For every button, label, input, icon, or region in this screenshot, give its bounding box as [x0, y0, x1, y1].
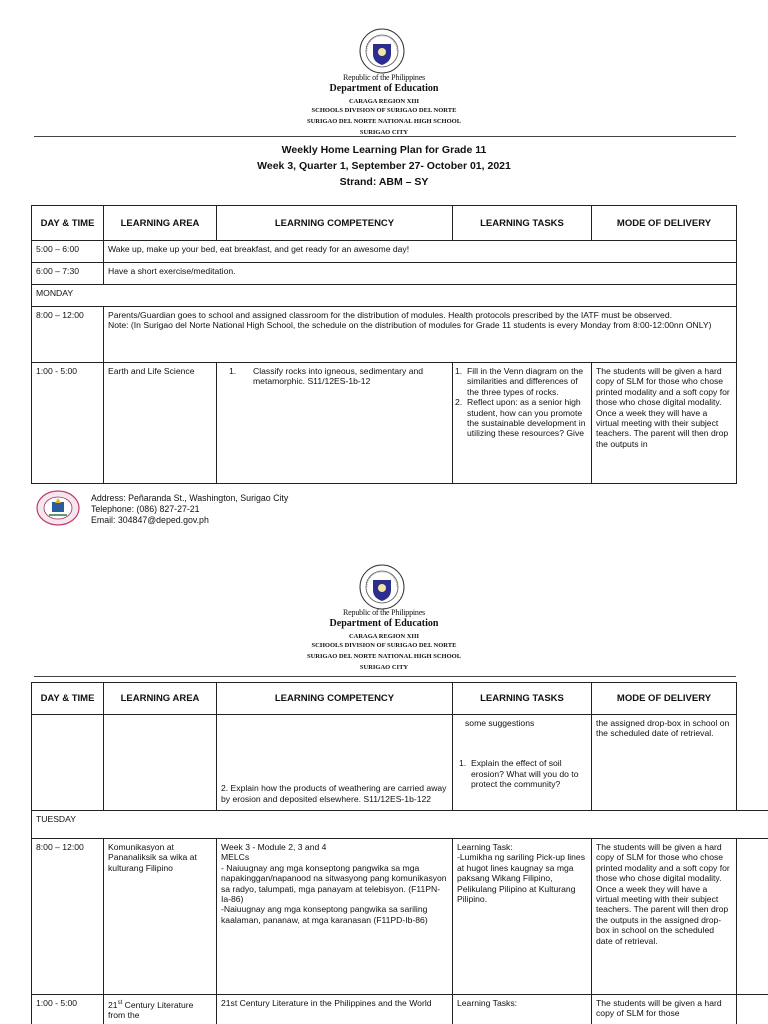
footer-contact: [91, 493, 288, 525]
time-cell: 1:00 - 5:00: [32, 995, 104, 1024]
plan-title: [0, 142, 768, 190]
tasks-cell: Learning Tasks:: [453, 995, 592, 1024]
mode-cell: The students will be given a hard copy of SLM for those who chose printed modality and a soft copy for those who chose digital modality. Once a week they will have a virtual meeting with their subject teachers. The parent will then drop the outputs in: [592, 363, 737, 484]
letterhead: [0, 73, 768, 136]
competency-cell: 2. Explain how the products of weathering are carried away by erosion and deposited elsewhere. S11/12ES-1b-122: [217, 715, 453, 811]
time-cell: 8:00 – 12:00: [32, 307, 104, 363]
title-line-2: Week 3, Quarter 1, September 27- October 01, 2021: [257, 160, 511, 172]
task-heading: Learning Task:: [457, 842, 513, 852]
region-label: CARAGA REGION XIII: [348, 98, 420, 105]
col-day-time: DAY & TIME: [32, 206, 104, 241]
mode-cell: The students will be given a hard copy of SLM for those: [592, 995, 737, 1024]
list-number: 1.: [455, 366, 463, 376]
time-cell: 8:00 – 12:00: [32, 839, 104, 995]
mode-cell: The students will be given a hard copy of SLM for those who chose printed modality and a soft copy for those who chose digital modality. Once a week they will have a virtual meeting with their subject teachers. The parent will then drop the outputs in the assigned drop-box in school on the scheduled date of retrieval.: [592, 839, 737, 995]
table-row: [32, 363, 737, 484]
deped-seal-icon: [359, 564, 405, 610]
learning-area-cell: Earth and Life Science: [104, 363, 217, 484]
melcs-label: MELCs: [221, 852, 250, 863]
page-footer: [34, 488, 434, 532]
col-mode-of-delivery: MODE OF DELIVERY: [592, 206, 737, 241]
letterhead: [0, 608, 768, 671]
school-label: SURIGAO DEL NORTE NATIONAL HIGH SCHOOL: [306, 653, 462, 660]
col-learning-competency: LEARNING COMPETENCY: [217, 683, 453, 715]
empty-cell: [737, 995, 768, 1024]
department-label: Department of Education: [329, 618, 439, 629]
footer-email: Email: 304847@deped.gov.ph: [91, 514, 209, 525]
day-label: TUESDAY: [32, 811, 768, 839]
learning-area-cell: [104, 995, 217, 1024]
task-continuation: some suggestions: [465, 718, 535, 728]
school-logo-icon: [36, 490, 80, 526]
region-label: CARAGA REGION XIII: [348, 633, 420, 640]
competency-cell: [217, 839, 453, 995]
area-superscript: st: [117, 1000, 123, 1006]
list-item: [455, 366, 587, 397]
competency-bullet: - Naiuugnay ang mga konseptong pangwika sa mga napakinggan/napanood na sitwasyong pang komunikasyon sa radyo, talumpati, mga panayam at telebisyon. (F11PN-Ia-86): [221, 862, 447, 905]
department-label: Department of Education: [329, 83, 439, 94]
competency-cell: [217, 363, 453, 484]
col-learning-tasks: LEARNING TASKS: [453, 206, 592, 241]
deped-seal-icon: [359, 28, 405, 74]
table-header-row: [32, 683, 768, 715]
task-text: Reflect upon: as a senior high student, how can you promote the sustainable development in utilizing these resources? Give: [467, 397, 586, 439]
table-header-row: [32, 206, 737, 241]
competency-text: Classify rocks into igneous, sedimentary and metamorphic. S11/12ES-1b-12: [253, 366, 424, 387]
list-item: [457, 758, 587, 789]
tasks-cell: [453, 363, 592, 484]
activity-cell: [104, 307, 737, 363]
title-line-1: Weekly Home Learning Plan for Grade 11: [281, 144, 487, 156]
area-text: Century Literature from the: [108, 999, 194, 1021]
table-row: [32, 263, 737, 285]
table-row: [32, 715, 768, 811]
col-learning-area: LEARNING AREA: [104, 206, 217, 241]
task-text: Fill in the Venn diagram on the similarities and differences of the three types of rocks.: [467, 366, 584, 397]
empty-cell: [737, 715, 768, 811]
day-label: MONDAY: [32, 285, 737, 307]
area-number: 21: [108, 999, 118, 1010]
division-label: SCHOOLS DIVISION OF SURIGAO DEL NORTE: [311, 642, 457, 649]
col-learning-competency: LEARNING COMPETENCY: [217, 206, 453, 241]
learning-area-cell: [104, 715, 217, 811]
activity-cell: Wake up, make up your bed, eat breakfast, and get ready for an awesome day!: [104, 241, 737, 263]
mode-cell: the assigned drop-box in school on the scheduled date of retrieval.: [592, 715, 737, 811]
list-item: [455, 397, 587, 439]
col-day-time: DAY & TIME: [32, 683, 104, 715]
city-label: SURIGAO CITY: [359, 664, 409, 671]
table-row: [32, 307, 737, 363]
time-cell: 5:00 – 6:00: [32, 241, 104, 263]
distribution-text: Parents/Guardian goes to school and assigned classroom for the distribution of modules. Health protocols prescribed by the IATF must be observed.: [108, 310, 672, 320]
tasks-cell: [453, 839, 592, 995]
table-row: [32, 241, 737, 263]
activity-cell: Have a short exercise/meditation.: [104, 263, 737, 285]
day-row-tuesday: [32, 811, 768, 839]
col-learning-area: LEARNING AREA: [104, 683, 217, 715]
competency-heading: Week 3 - Module 2, 3 and 4: [221, 842, 327, 852]
empty-cell: [737, 839, 768, 995]
learning-plan-table-page-2: [31, 682, 768, 1024]
learning-plan-table-page-1: [31, 205, 737, 484]
time-cell: 6:00 – 7:30: [32, 263, 104, 285]
list-number: 1.: [459, 758, 467, 769]
header-divider: [34, 676, 736, 677]
learning-area-cell: Komunikasyon at Pananaliksik sa wika at kulturang Filipino: [104, 839, 217, 995]
time-cell: [32, 715, 104, 811]
header-divider: [34, 136, 736, 137]
footer-telephone: Telephone: (086) 827-27-21: [91, 503, 200, 514]
task-text: Explain the effect of soil erosion? What will you do to protect the community?: [471, 758, 579, 790]
republic-label: Republic of the Philippines: [343, 608, 425, 617]
distribution-note: Note: (In Surigao del Norte National High School, the schedule on the distribution of modules for Grade 11 students is every Monday from 8:00-12:00nn ONLY): [108, 320, 712, 331]
division-label: SCHOOLS DIVISION OF SURIGAO DEL NORTE: [311, 107, 457, 114]
school-label: SURIGAO DEL NORTE NATIONAL HIGH SCHOOL: [306, 118, 462, 125]
day-row-monday: [32, 285, 737, 307]
city-label: SURIGAO CITY: [359, 129, 409, 136]
col-learning-tasks: LEARNING TASKS: [453, 683, 592, 715]
republic-label: Republic of the Philippines: [343, 73, 425, 82]
table-row: [32, 995, 768, 1024]
footer-address: Address: Peñaranda St., Washington, Surigao City: [91, 493, 289, 503]
list-number: 1.: [229, 366, 237, 376]
competency-cell: 21st Century Literature in the Philippines and the World: [217, 995, 453, 1024]
list-number: 2.: [455, 397, 463, 408]
empty-cell: [737, 683, 768, 715]
time-cell: 1:00 - 5:00: [32, 363, 104, 484]
competency-bullet: -Naiuugnay ang mga konseptong pangwika sa sariling kaalaman, pananaw, at mga karanasan (F11PD-Ib-86): [221, 904, 428, 925]
tasks-cell: [453, 715, 592, 811]
table-row: [32, 839, 768, 995]
document-page-2: [0, 560, 768, 1024]
title-line-3: Strand: ABM – SY: [339, 176, 429, 188]
task-text: -Lumikha ng sariling Pick-up lines at hugot lines kaugnay sa mga paksang Wikang Filipino, Pelikulang Pilipino at Kulturang Pilipino.: [457, 852, 586, 905]
col-mode-of-delivery: MODE OF DELIVERY: [592, 683, 737, 715]
